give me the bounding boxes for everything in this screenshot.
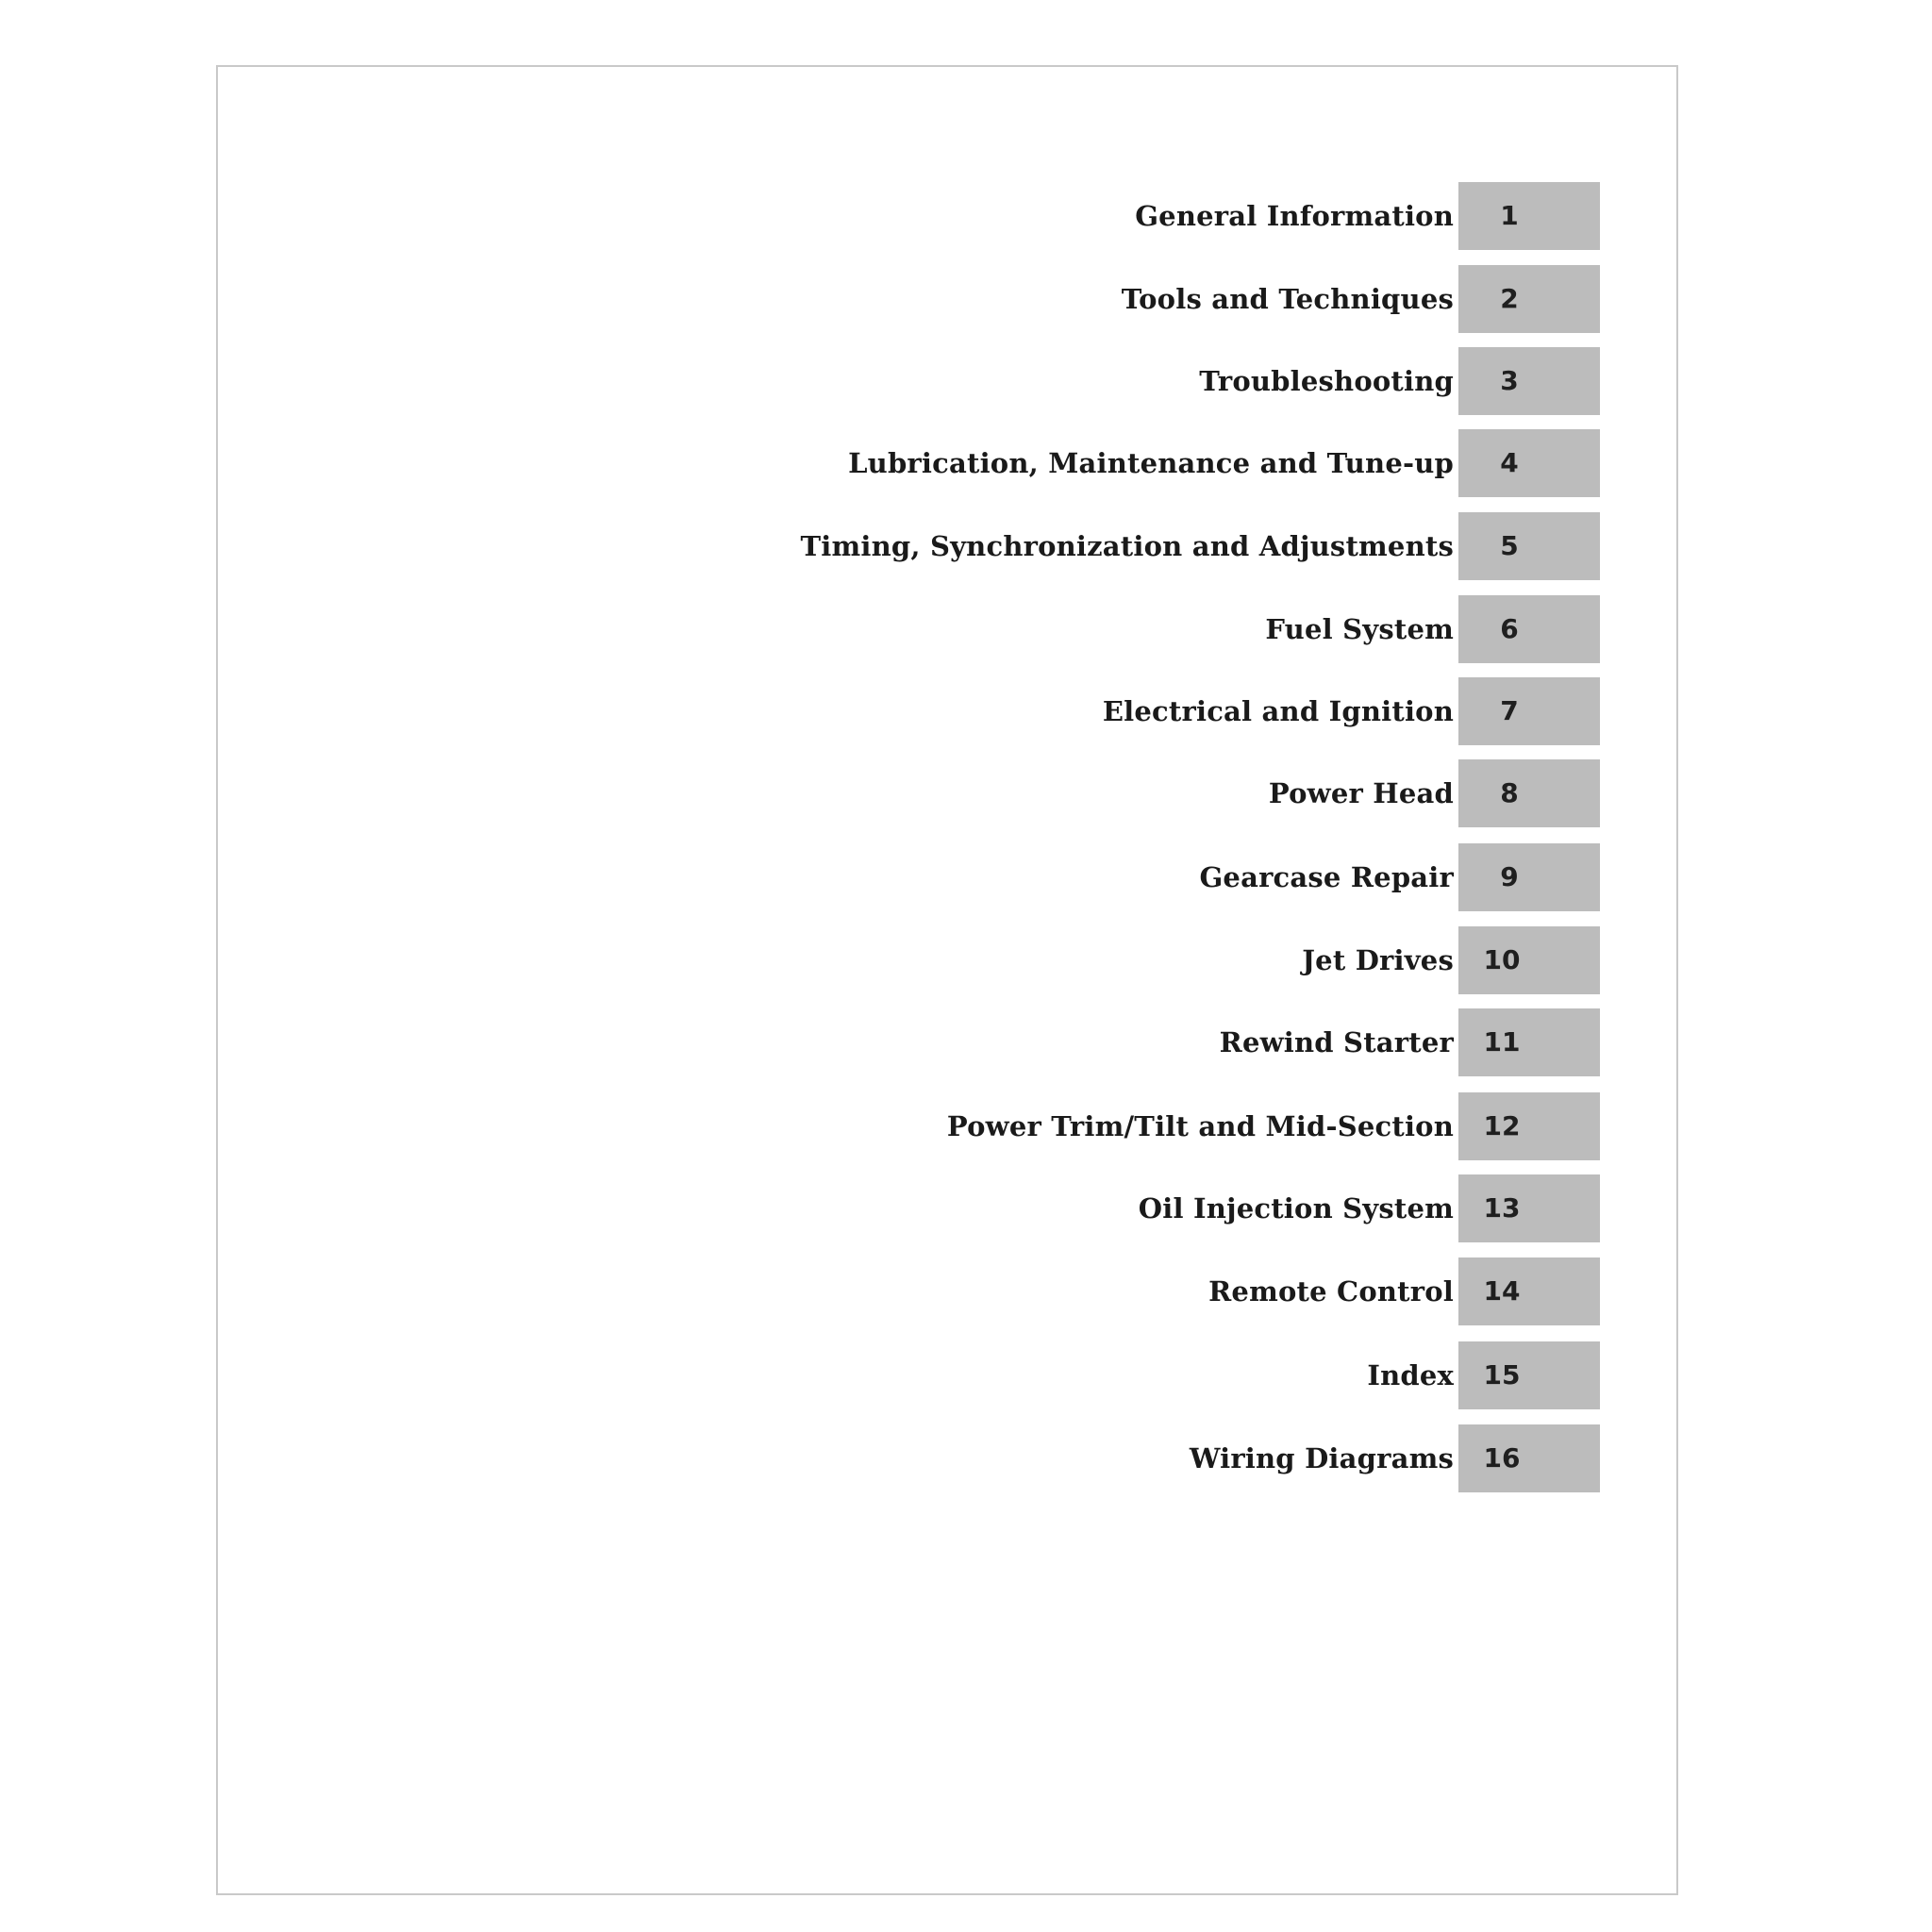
chapter-number: 11: [1483, 1026, 1521, 1058]
chapter-number: 10: [1483, 944, 1521, 975]
toc-item-index[interactable]: [218, 1341, 1680, 1409]
toc-item-label: Remote Control: [1208, 1275, 1454, 1307]
chapter-number: 7: [1500, 695, 1519, 726]
toc-item-label: Gearcase Repair: [1199, 861, 1454, 893]
toc-item-label: Wiring Diagrams: [1189, 1442, 1454, 1474]
toc-item-label: Electrical and Ignition: [1102, 695, 1454, 727]
chapter-number: 3: [1500, 365, 1519, 396]
chapter-tab: [1458, 1092, 1600, 1160]
toc-item-electrical-and-ignition[interactable]: [218, 677, 1680, 745]
chapter-tab: [1458, 843, 1600, 911]
toc-item-remote-control[interactable]: [218, 1257, 1680, 1325]
chapter-number: 4: [1500, 447, 1519, 478]
toc-item-timing-synchronization-adjustments[interactable]: [218, 512, 1680, 580]
chapter-number: 15: [1483, 1359, 1521, 1391]
table-of-contents: [218, 67, 1676, 1893]
chapter-tab: [1458, 182, 1600, 250]
toc-item-label: Rewind Starter: [1219, 1026, 1454, 1058]
toc-item-label: Power Head: [1268, 777, 1454, 809]
toc-item-label: Jet Drives: [1302, 944, 1454, 976]
chapter-number: 12: [1483, 1110, 1521, 1141]
chapter-tab: [1458, 1341, 1600, 1409]
toc-item-oil-injection-system[interactable]: [218, 1174, 1680, 1242]
chapter-tab: [1458, 1008, 1600, 1076]
toc-item-label: Troubleshooting: [1199, 365, 1454, 397]
chapter-tab: [1458, 1174, 1600, 1242]
toc-item-fuel-system[interactable]: [218, 595, 1680, 663]
toc-item-tools-and-techniques[interactable]: [218, 265, 1680, 333]
chapter-number: 9: [1500, 861, 1519, 892]
document-page: [216, 65, 1678, 1895]
toc-item-wiring-diagrams[interactable]: [218, 1424, 1680, 1492]
toc-item-lubrication-maintenance-tune-up[interactable]: [218, 429, 1680, 497]
toc-item-gearcase-repair[interactable]: [218, 843, 1680, 911]
toc-item-label: Oil Injection System: [1138, 1192, 1454, 1224]
chapter-tab: [1458, 347, 1600, 415]
chapter-tab: [1458, 1257, 1600, 1325]
chapter-number: 16: [1483, 1442, 1521, 1474]
chapter-tab: [1458, 677, 1600, 745]
chapter-number: 1: [1500, 200, 1519, 231]
toc-item-troubleshooting[interactable]: [218, 347, 1680, 415]
toc-item-label: Index: [1367, 1359, 1454, 1391]
chapter-tab: [1458, 512, 1600, 580]
toc-item-rewind-starter[interactable]: [218, 1008, 1680, 1076]
toc-item-general-information[interactable]: [218, 182, 1680, 250]
toc-item-label: Lubrication, Maintenance and Tune-up: [848, 447, 1454, 479]
toc-item-power-head[interactable]: [218, 759, 1680, 827]
chapter-tab: [1458, 759, 1600, 827]
toc-item-label: Timing, Synchronization and Adjustments: [800, 530, 1454, 562]
chapter-tab: [1458, 926, 1600, 994]
chapter-tab: [1458, 1424, 1600, 1492]
toc-item-jet-drives[interactable]: [218, 926, 1680, 994]
chapter-number: 5: [1500, 530, 1519, 561]
chapter-number: 8: [1500, 777, 1519, 808]
toc-item-label: Fuel System: [1265, 613, 1454, 645]
toc-item-label: Tools and Techniques: [1121, 283, 1454, 315]
chapter-number: 14: [1483, 1275, 1521, 1307]
chapter-tab: [1458, 595, 1600, 663]
toc-item-power-trim-tilt-mid-section[interactable]: [218, 1092, 1680, 1160]
chapter-number: 6: [1500, 613, 1519, 644]
toc-item-label: Power Trim/Tilt and Mid-Section: [946, 1110, 1454, 1142]
chapter-number: 2: [1500, 283, 1519, 314]
toc-item-label: General Information: [1135, 200, 1454, 232]
chapter-number: 13: [1483, 1192, 1521, 1224]
chapter-tab: [1458, 429, 1600, 497]
chapter-tab: [1458, 265, 1600, 333]
